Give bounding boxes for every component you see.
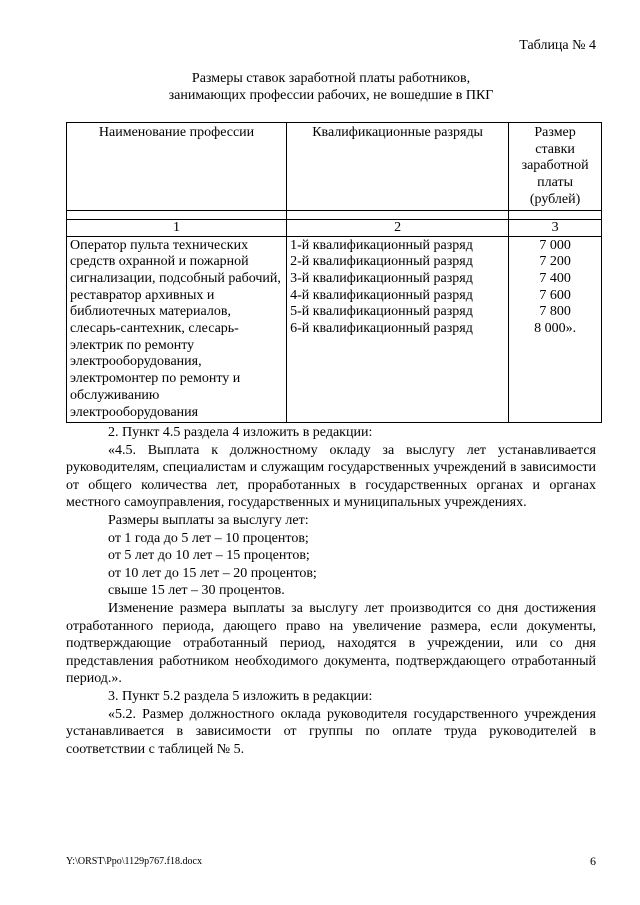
wage-rates-table: [66, 122, 602, 423]
column-number-row: [67, 219, 602, 236]
table-number-label: Таблица № 4: [519, 38, 596, 53]
page-number: 6: [590, 854, 596, 868]
header-rate-line: заработной: [521, 158, 589, 174]
header-rate-line: платы: [537, 175, 573, 191]
footer-file-path: Y:\ORST\Ppo\1129p767.f18.docx: [66, 856, 202, 867]
paragraph-item-2: 2. Пункт 4.5 раздела 4 изложить в редакции:: [108, 425, 373, 440]
header-rate: [509, 123, 602, 211]
header-rate-line: (рублей): [529, 191, 581, 207]
table-header-row: [67, 123, 602, 211]
header-profession: Наименование профессии: [67, 123, 287, 211]
document-body: [66, 424, 596, 758]
grade-item: 5-й квалификационный разряд: [290, 304, 473, 320]
caption-line-2: занимающих профессии рабочих, не вошедшие в ПКГ: [168, 88, 494, 103]
header-rate-line: ставки: [535, 141, 575, 157]
table-row: [67, 236, 602, 423]
table-caption: [66, 70, 596, 104]
rate-value: 7 000: [539, 237, 571, 253]
paragraph-4-5: «4.5. Выплата к должностному окладу за выслугу лет устанавливается руководителям, специалистам и служащим государственных учреждений в зависимости от общего количества лет, проработанных в государственных органах и органах местного самоуправления, государственных и муниципальных учреждениях.: [66, 442, 596, 511]
table-gap-row: [67, 210, 602, 219]
rate-value: 7 200: [539, 254, 571, 270]
paragraph-payment-change: Изменение размера выплаты за выслугу лет производится со дня достижения отработанного периода, дающего право на увеличение размера, если документы, подтверждающие отработанный период, находятся в учреждении, или со дня представления работником необходимого документа, подтверждающего отработанный период.».: [66, 600, 596, 687]
grade-item: 6-й квалификационный разряд: [290, 321, 473, 337]
rate-value: 7 600: [539, 287, 571, 303]
column-number-3: 3: [509, 219, 602, 236]
seniority-tier-2: от 5 лет до 10 лет – 15 процентов;: [108, 548, 310, 564]
grades-cell: [287, 236, 509, 423]
rate-value: 7 800: [539, 304, 571, 320]
rate-value: 7 400: [539, 270, 571, 286]
seniority-tier-4: свыше 15 лет – 30 процентов.: [108, 583, 285, 599]
header-grades: Квалификационные разряды: [287, 123, 509, 211]
rate-value: 8 000».: [534, 321, 577, 337]
caption-line-1: Размеры ставок заработной платы работников,: [191, 71, 471, 86]
seniority-tier-1: от 1 года до 5 лет – 10 процентов;: [108, 530, 309, 546]
seniority-tier-3: от 10 лет до 15 лет – 20 процентов;: [108, 565, 317, 581]
rates-cell: [509, 236, 602, 423]
profession-cell: Оператор пульта технических средств охранной и пожарной сигнализации, подсобный рабочий, реставратор архивных и библиотечных материалов, слесарь-сантехник, слесарь-электрик по ремонту электрооборудования, электромонтер по ремонту и обслуживанию электрооборудования: [67, 236, 287, 423]
column-number-1: 1: [67, 219, 287, 236]
paragraph-item-3: 3. Пункт 5.2 раздела 5 изложить в редакции:: [108, 688, 373, 704]
paragraph-5-2: «5.2. Размер должностного оклада руководителя государственного учреждения устанавливается в зависимости от группы по оплате труда руководителей в соответствии с таблицей № 5.: [66, 706, 596, 757]
grade-item: 3-й квалификационный разряд: [290, 270, 473, 286]
column-number-2: 2: [287, 219, 509, 236]
grade-item: 1-й квалификационный разряд: [290, 237, 473, 253]
grade-item: 2-й квалификационный разряд: [290, 254, 473, 270]
paragraph-seniority-intro: Размеры выплаты за выслугу лет:: [108, 512, 309, 528]
grade-item: 4-й квалификационный разряд: [290, 287, 473, 303]
header-rate-line: Размер: [534, 125, 576, 140]
